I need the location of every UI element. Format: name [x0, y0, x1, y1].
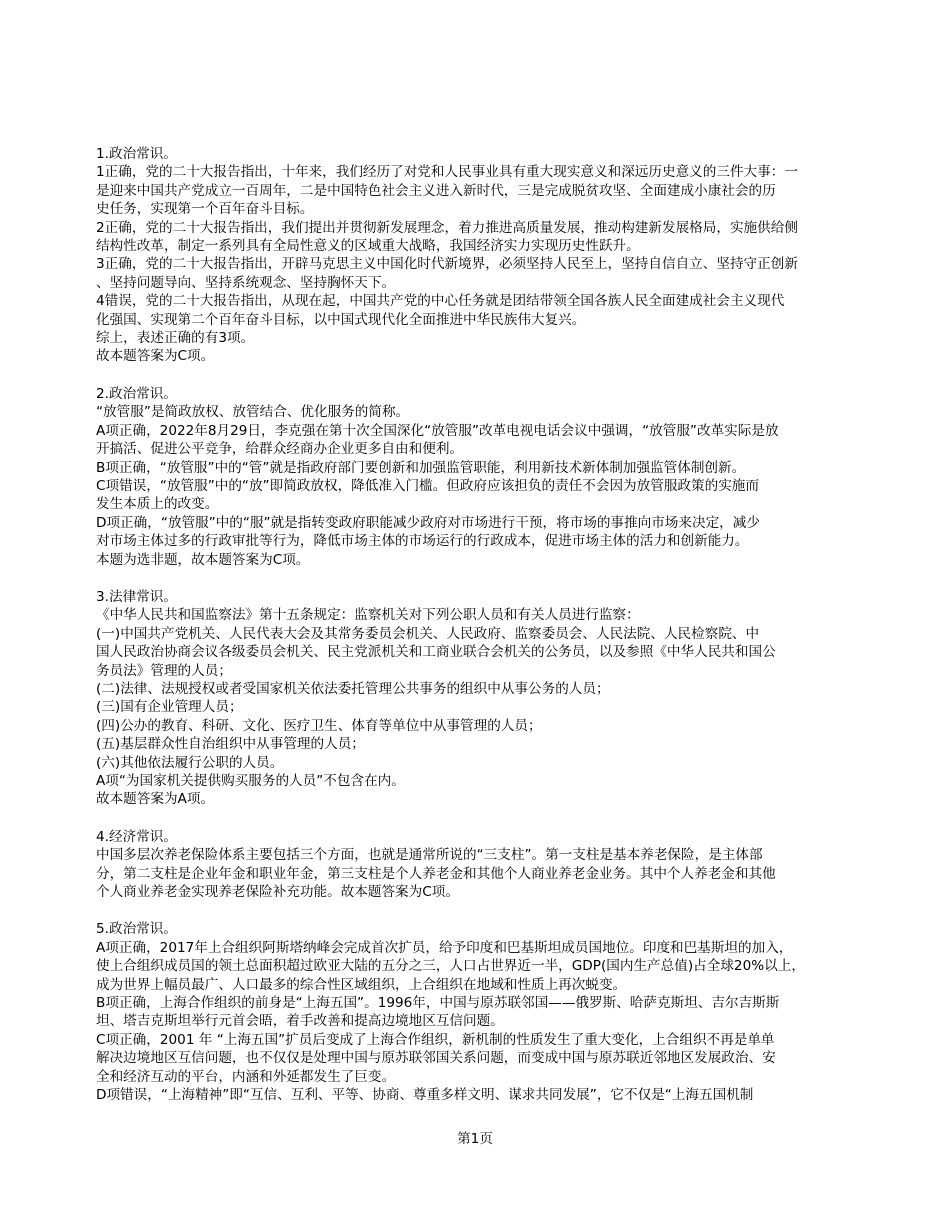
section-heading: 5.政治常识。	[96, 921, 177, 938]
text-line: (四)公办的教育、科研、文化、医疗卫生、体育等单位中从事管理的人员；	[96, 717, 542, 734]
text-line: “放管服”是简政放权、放管结合、优化服务的简称。	[96, 404, 410, 421]
answer-section	[96, 385, 872, 569]
text-line: 使上合组织成员国的领土总面积超过欧亚大陆的五分之三，人口占世界近一半，GDP(国内生产总值)占全球20%以上，	[96, 958, 805, 975]
text-line: 化强国、实现第二个百年奋斗目标，以中国式现代化全面推进中华民族伟大复兴。	[96, 311, 586, 328]
text-line: B项正确，“放管服”中的“管”就是指政府部门要创新和加强监管职能，利用新技术新体制加强监管体制创新。	[96, 459, 746, 476]
text-line: 成为世界上幅员最广、人口最多的综合性区域组织，上合组织在地域和性质上再次蜕变。	[96, 976, 627, 993]
text-line: C项正确，2001 年 “上海五国”扩员后变成了上海合作组织，新机制的性质发生了重大变化，上合组织不再是单单	[96, 1031, 775, 1048]
text-line: A项正确，2022年8月29日，李克强在第十次全国深化“放管服”改革电视电话会议中强调，“放管服”改革实际是放	[96, 422, 779, 439]
text-line: D项正确，“放管服”中的“服”就是指转变政府职能减少政府对市场进行干预，将市场的事推向市场来决定，减少	[96, 514, 760, 531]
section-heading: 2.政治常识。	[96, 385, 177, 402]
text-line: 务员法》管理的人员；	[96, 662, 232, 679]
text-line: 故本题答案为C项。	[96, 348, 215, 365]
text-line: 本题为选非题，故本题答案为C项。	[96, 551, 310, 568]
text-line: 1正确，党的二十大报告指出，十年来，我们经历了对党和人民事业具有重大现实意义和深远历史意义的三件大事：一	[96, 164, 798, 181]
text-line: 个人商业养老金实现养老保险补充功能。故本题答案为C项。	[96, 884, 459, 901]
text-line: 中国多层次养老保险体系主要包括三个方面，也就是通常所说的“三支柱”。第一支柱是基本养老保险，是主体部	[96, 847, 763, 864]
text-line: B项正确，上海合作组织的前身是“上海五国”。1996年，中国与原苏联邻国——俄罗斯、哈萨克斯坦、吉尔吉斯斯	[96, 995, 780, 1012]
text-line: 国人民政治协商会议各级委员会机关、民主党派机关和工商业联合会机关的公务员，以及参照《中华人民共和国公	[96, 644, 776, 661]
text-line: 开搞活、促进公平竞争，给群众经商办企业更多自由和便利。	[96, 441, 464, 458]
text-line: 是迎来中国共产党成立一百周年，二是中国特色社会主义进入新时代，三是完成脱贫攻坚、全面建成小康社会的历	[96, 182, 776, 199]
text-line: 分，第二支柱是企业年金和职业年金，第三支柱是个人养老金和其他个人商业养老金业务。其中个人养老金和其他	[96, 865, 776, 882]
text-line: A项“为国家机关提供购买服务的人员”不包含在内。	[96, 773, 405, 789]
section-heading: 4.经济常识。	[96, 828, 177, 845]
page-number: 第1页	[457, 1131, 493, 1147]
text-line: 结构性改革，制定一系列具有全局性意义的区域重大战略，我国经济实力实现历史性跃升。	[96, 238, 640, 255]
text-line: 、坚持问题导向、坚持系统观念、坚持胸怀天下。	[96, 274, 396, 291]
text-line: 坦、塔吉克斯坦举行元首会晤，着手改善和提高边境地区互信问题。	[96, 1013, 504, 1030]
section-heading: 3.法律常识。	[96, 588, 177, 605]
text-line: 史任务，实现第一个百年奋斗目标。	[96, 201, 314, 218]
text-line: C项错误，“放管服”中的“放”即简政放权，降低准入门槛。但政府应该担负的责任不会因为放管服政策的实施而	[96, 477, 759, 494]
text-line: 3正确，党的二十大报告指出，开辟马克思主义中国化时代新境界，必须坚持人民至上，坚持自信自立、坚持守正创新	[96, 256, 798, 273]
text-line: (一)中国共产党机关、人民代表大会及其常务委员会机关、人民政府、监察委员会、人民法院、人民检察院、中	[96, 625, 760, 642]
text-line: (三)国有企业管理人员；	[96, 699, 243, 716]
text-line: 全和经济互动的平台，内涵和外延都发生了巨变。	[96, 1068, 396, 1085]
text-line: 2正确，党的二十大报告指出，我们提出并贯彻新发展理念，着力推进高质量发展，推动构建新发展格局，实施供给侧	[96, 219, 798, 236]
text-line: 综上，表述正确的有3项。	[96, 330, 255, 347]
text-line: 解决边境地区互信问题，也不仅仅是处理中国与原苏联邻国关系问题，而变成中国与原苏联近邻地区发展政治、安	[96, 1050, 776, 1067]
answer-section	[96, 920, 872, 1104]
text-line: 《中华人民共和国监察法》第十五条规定：监察机关对下列公职人员和有关人员进行监察：	[96, 607, 640, 624]
answer-section	[96, 145, 872, 366]
section-heading: 1.政治常识。	[96, 146, 177, 162]
text-line: 4错误，党的二十大报告指出，从现在起，中国共产党的中心任务就是团结带领全国各族人民全面建成社会主义现代	[96, 293, 785, 310]
text-line: (五)基层群众性自治组织中从事管理的人员；	[96, 736, 365, 753]
text-line: (二)法律、法规授权或者受国家机关依法委托管理公共事务的组织中从事公务的人员；	[96, 680, 610, 697]
text-line: A项正确，2017年上合组织阿斯塔纳峰会完成首次扩员，给予印度和巴基斯坦成员国地位。印度和巴基斯坦的加入，	[96, 939, 793, 956]
text-line: 发生本质上的改变。	[96, 496, 219, 513]
answer-section	[96, 588, 872, 809]
text-line: D项错误，“上海精神”即“互信、互利、平等、协商、尊重多样文明、谋求共同发展”，它不仅是“上海五国机制	[96, 1087, 754, 1104]
document-body	[96, 145, 872, 1124]
text-line: 对市场主体过多的行政审批等行为，降低市场主体的市场运行的行政成本，促进市场主体的活力和创新能力。	[96, 533, 749, 550]
text-line: 故本题答案为A项。	[96, 791, 215, 808]
answer-section	[96, 828, 872, 902]
text-line: (六)其他依法履行公职的人员。	[96, 754, 284, 771]
